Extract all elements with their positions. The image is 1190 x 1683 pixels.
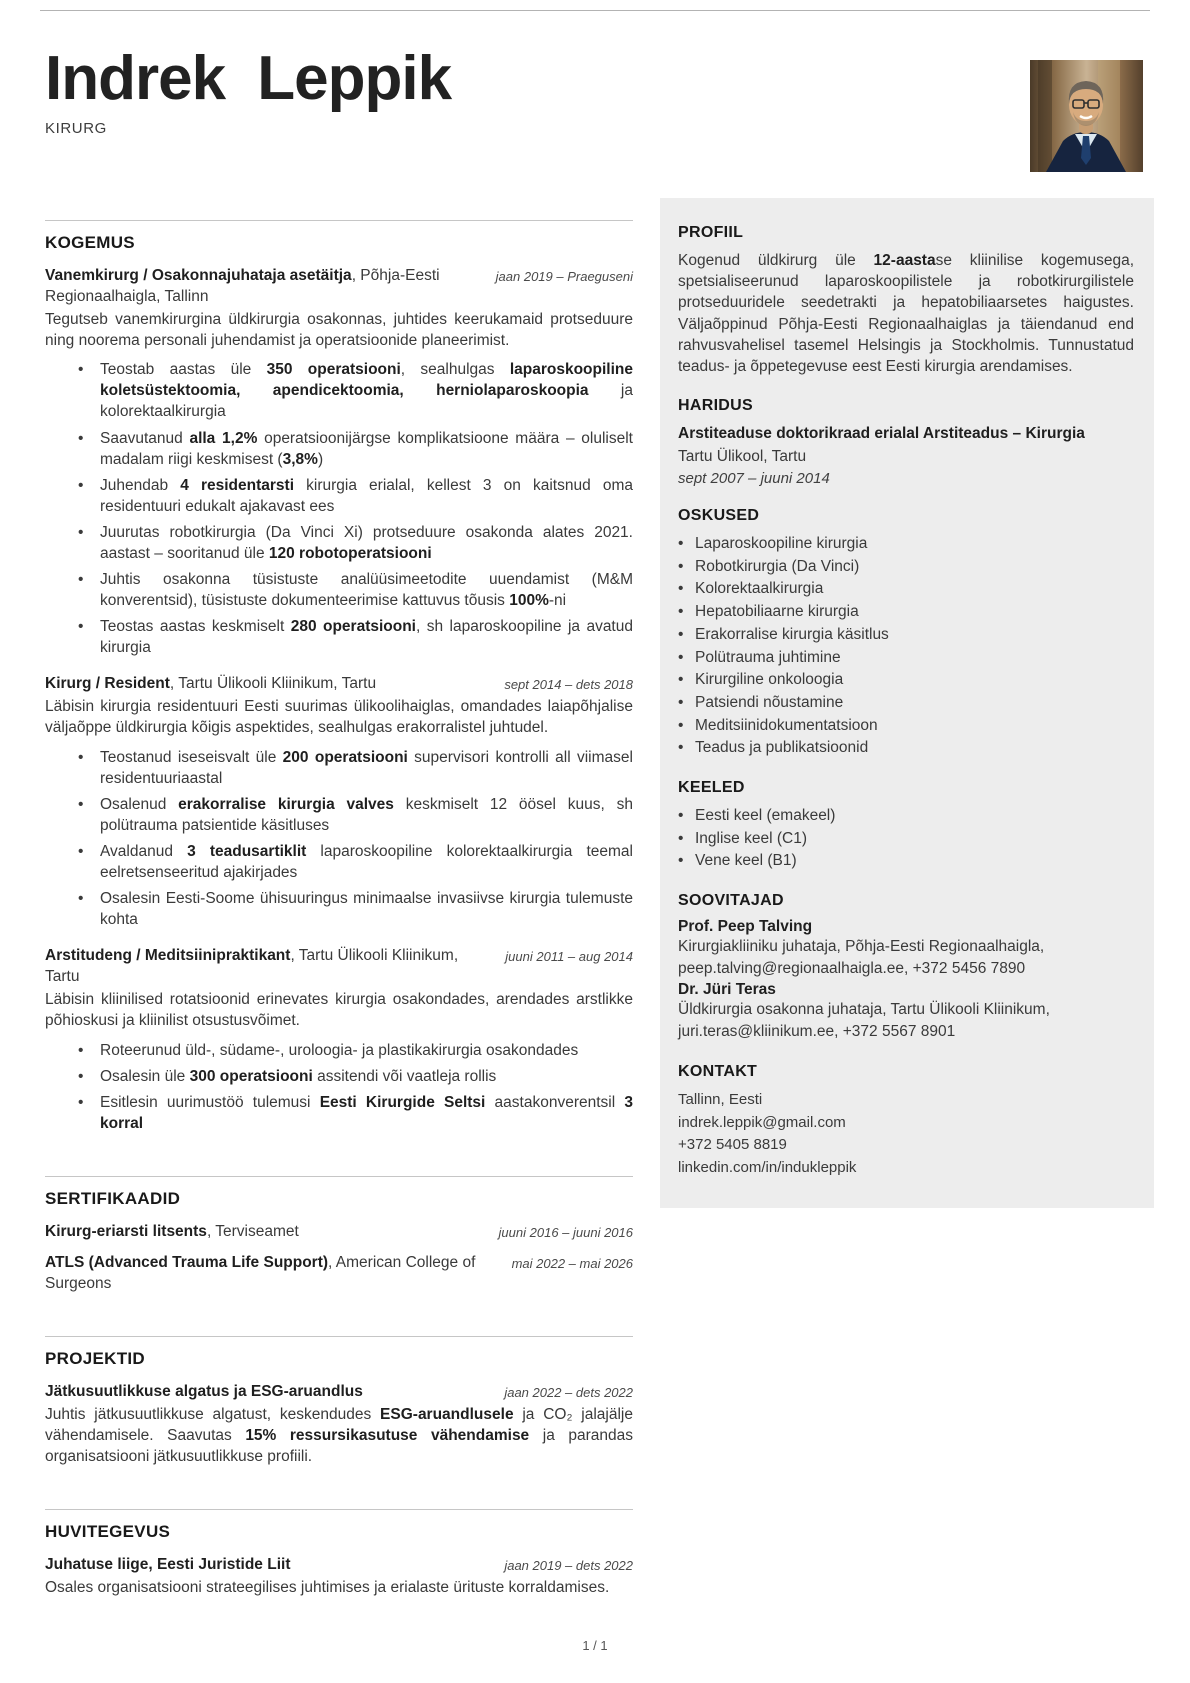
profile-photo: [1030, 60, 1143, 172]
languages-list: [678, 805, 1134, 872]
project-dates: jaan 2022 – dets 2022: [504, 1385, 633, 1401]
reference-name: Prof. Peep Talving: [678, 918, 813, 936]
section-activities: [45, 1509, 633, 1598]
skill-item: • Patsiendi nõustamine: [678, 692, 1134, 714]
top-divider: [40, 10, 1150, 11]
bullet-item: • Teostas aastas keskmiselt 280 operatsiooni, sh laparoskoopiline ja avatud kirurgia: [45, 616, 633, 658]
skill-item: • Hepatobiliaarne kirurgia: [678, 601, 1134, 623]
education-school: Tartu Ülikool, Tartu: [678, 448, 807, 466]
contact-email-link[interactable]: indrek.leppik@gmail.com: [678, 1113, 846, 1131]
bullet-item: • Juhtis osakonna tüsistuste analüüsimeetodite uuendamist (M&M konverentsid), tüsistuste dokumenteerimise kattuvus tõusis 100%-ni: [45, 569, 633, 611]
sidebar-heading-skills: OSKUSED: [678, 507, 760, 525]
entry-header: [45, 1381, 633, 1402]
education-degree: Arstiteaduse doktorikraad erialal Arstiteadus – Kirurgia: [678, 425, 1085, 443]
certificate-item: [45, 1252, 633, 1294]
entry-header: [45, 945, 633, 987]
sidebar-heading-references: SOOVITAJAD: [678, 892, 784, 910]
language-item: • Vene keel (B1): [678, 850, 1134, 872]
section-projects: [45, 1336, 633, 1467]
sidebar-section-education: [678, 397, 1134, 487]
portrait-illustration: [1030, 60, 1143, 172]
skill-item: • Kolorektaalkirurgia: [678, 578, 1134, 600]
bullet-item: • Teostab aastas üle 350 operatsiooni, sealhulgas laparoskoopiline koletsüstektoomia, apendicektoomia, herniolaparoskoopia ja kolorektaalkirurgia: [45, 359, 633, 422]
bullet-item: • Juurutas robotkirurgia (Da Vinci Xi) protseduure osakonda alates 2021. aastast – sooritanud üle 120 robotoperatsiooni: [45, 522, 633, 564]
section-certificates: [45, 1176, 633, 1294]
entry-bullet-list: [45, 747, 633, 931]
main-column: [45, 198, 633, 1614]
bullet-item: • Osalesin Eesti-Soome ühisuuringus minimaalse invasiivse kirurgia tulemuste kohta: [45, 888, 633, 930]
reference-details: Kirurgiakliiniku juhataja, Põhja-Eesti Regionaalhaigla, peep.talving@regionaalhaigla.ee, +372 5456 7890: [678, 938, 1045, 977]
skill-item: • Laparoskoopiline kirurgia: [678, 533, 1134, 555]
entry-title: Arstitudeng / Meditsiinipraktikant, Tartu Ülikooli Kliinikum, Tartu: [45, 947, 459, 986]
skill-item: • Kirurgiline onkoloogia: [678, 669, 1134, 691]
skills-list: [678, 533, 1134, 759]
activity-title: Juhatuse liige, Eesti Juristide Liit: [45, 1556, 291, 1574]
project-entry: [45, 1381, 633, 1467]
skill-item: • Teadus ja publikatsioonid: [678, 737, 1134, 759]
entry-summary: Läbisin kirurgia residentuuri Eesti suurimas ülikoolihaiglas, omandades laiapõhjalise väljaõppe üldkirurgia kõigis aspektides, sealhulgas erakorralistel juhtudel.: [45, 698, 633, 737]
section-experience: [45, 220, 633, 1134]
section-heading-projects: PROJEKTID: [45, 1349, 145, 1369]
sidebar-heading-education: HARIDUS: [678, 397, 753, 415]
entry-title: Kirurg / Resident, Tartu Ülikooli Kliinikum, Tartu: [45, 675, 377, 693]
reference-name: Dr. Jüri Teras: [678, 981, 776, 999]
skill-item: • Polütrauma juhtimine: [678, 647, 1134, 669]
person-title: KIRURG: [45, 120, 107, 138]
profile-text: Kogenud üldkirurg üle 12-aastase kliinilise kogemusega, spetsialiseerunud laparoskoopilistele ja robotkirurgilistele protseduuridele seedetrakti ja hepatobiliaarsetes haigustes. Väljaõppinud Põhja-Eesti Regionaalhaiglas ja täiendanud end rahvusvahelisel tasemel Helsingis ja Stockholmis. Tunnustatud teadus- ja õppetegevuse eest Eesti kirurgia arendamises.: [678, 252, 1134, 376]
activity-dates: jaan 2019 – dets 2022: [504, 1558, 633, 1574]
project-title: Jätkusuutlikkuse algatus ja ESG-aruandlus: [45, 1383, 363, 1401]
entry-summary: Tegutseb vanemkirurgina üldkirurgia osakonnas, juhtides keerukamaid protseduure ning noorema personali juhendamist ja operatsioonide planeerimist.: [45, 311, 633, 350]
content-columns: [0, 198, 1190, 1614]
sidebar: [660, 198, 1154, 1208]
bullet-item: • Osalesin üle 300 operatsiooni assitendi või vaatleja rollis: [45, 1066, 633, 1087]
section-heading-certificates: SERTIFIKAADID: [45, 1188, 181, 1208]
bullet-item: • Avaldanud 3 teadusartiklit laparoskoopiline kolorektaalkirurgia teemal eelretsenseeritud ajakirjades: [45, 841, 633, 883]
bullet-item: • Osalenud erakorralise kirurgia valves keskmiselt 12 öösel kuus, sh polütrauma patsientide käsitluses: [45, 794, 633, 836]
person-name: Indrek Leppik: [45, 44, 452, 113]
entry-title: Vanemkirurg / Osakonnajuhataja asetäitja, Põhja-Eesti Regionaalhaigla, Tallinn: [45, 267, 440, 306]
entry-dates: sept 2014 – dets 2018: [504, 677, 633, 693]
language-item: • Eesti keel (emakeel): [678, 805, 1134, 827]
language-item: • Inglise keel (C1): [678, 828, 1134, 850]
certificate-item: [45, 1221, 633, 1242]
sidebar-section-skills: [678, 507, 1134, 759]
sidebar-section-contact: [678, 1063, 1134, 1180]
section-heading-activities: HUVITEGEVUS: [45, 1522, 171, 1542]
contact-location: Tallinn, Eesti: [678, 1090, 763, 1108]
experience-entry: [45, 673, 633, 930]
entry-summary: Läbisin kliinilised rotatsioonid erinevates kirurgia osakondades, arendades arstlikke põhioskusi ja kliinilist otsustusvõimet.: [45, 991, 633, 1030]
contact-phone: +372 5405 8819: [678, 1136, 787, 1154]
page-number: 1 / 1: [582, 1638, 608, 1653]
experience-entry: [45, 945, 633, 1134]
sidebar-section-profile: [678, 224, 1134, 377]
skill-item: • Meditsiinidokumentatsioon: [678, 715, 1134, 737]
name-block: [45, 46, 451, 137]
sidebar-section-languages: [678, 779, 1134, 872]
reference-details: Üldkirurgia osakonna juhataja, Tartu Ülikooli Kliinikum, juri.teras@kliinikum.ee, +372 5567 8901: [678, 1001, 1050, 1041]
skill-item: • Robotkirurgia (Da Vinci): [678, 556, 1134, 578]
header: [0, 0, 1190, 172]
bullet-item: • Juhendab 4 residentarsti kirurgia erialal, kellest 3 on kaitsnud oma residentuuri edukalt ajakavast ees: [45, 475, 633, 517]
certificate-title: Kirurg-eriarsti litsents, Terviseamet: [45, 1222, 299, 1240]
sidebar-heading-profile: PROFIIL: [678, 224, 744, 241]
contact-linkedin-link[interactable]: linkedin.com/in/indukleppik: [678, 1159, 857, 1177]
sidebar-heading-contact: KONTAKT: [678, 1062, 758, 1080]
bullet-item: • Roteerunud üld-, südame-, uroloogia- ja plastikakirurgia osakondades: [45, 1040, 633, 1061]
entry-header: [45, 265, 633, 307]
skill-item: • Erakorralise kirurgia käsitlus: [678, 624, 1134, 646]
bullet-item: • Teostanud iseseisvalt üle 200 operatsiooni supervisori kontrolli all viimasel residentuuriaastal: [45, 747, 633, 789]
project-summary: Juhtis jätkusuutlikkuse algatust, keskendudes ESG-aruandlusele ja CO₂ jalajälje vähendamisele. Saavutas 15% ressursikasutuse vähendamise ja parandas organisatsiooni jätkusuutlikkuse profiili.: [45, 1406, 633, 1466]
bullet-item: • Saavutanud alla 1,2% operatsioonijärgse komplikatsioone määra – oluliselt madalam riigi keskmisest (3,8%): [45, 428, 633, 470]
sidebar-heading-languages: KEELED: [678, 778, 745, 796]
entry-bullet-list: [45, 1040, 633, 1134]
entry-bullet-list: [45, 359, 633, 658]
experience-entry: [45, 265, 633, 658]
section-heading-experience: KOGEMUS: [45, 233, 135, 252]
entry-header: [45, 673, 633, 694]
bullet-item: • Esitlesin uurimustöö tulemusi Eesti Kirurgide Seltsi aastakonverentsil 3 korral: [45, 1092, 633, 1134]
entry-dates: jaan 2019 – Praeguseni: [495, 269, 633, 284]
certificate-dates: mai 2022 – mai 2026: [511, 1255, 633, 1271]
entry-dates: juuni 2011 – aug 2014: [505, 949, 633, 965]
certificate-dates: juuni 2016 – juuni 2016: [498, 1224, 633, 1240]
entry-header: [45, 1554, 633, 1575]
activity-summary: Osales organisatsiooni strateegilises juhtimises ja erialaste ürituste korraldamises.: [45, 1579, 610, 1597]
education-dates: sept 2007 – juuni 2014: [678, 470, 830, 488]
sidebar-section-references: [678, 892, 1134, 1043]
certificate-title: ATLS (Advanced Trauma Life Support), American College of Surgeons: [45, 1253, 476, 1292]
activity-entry: [45, 1554, 633, 1598]
